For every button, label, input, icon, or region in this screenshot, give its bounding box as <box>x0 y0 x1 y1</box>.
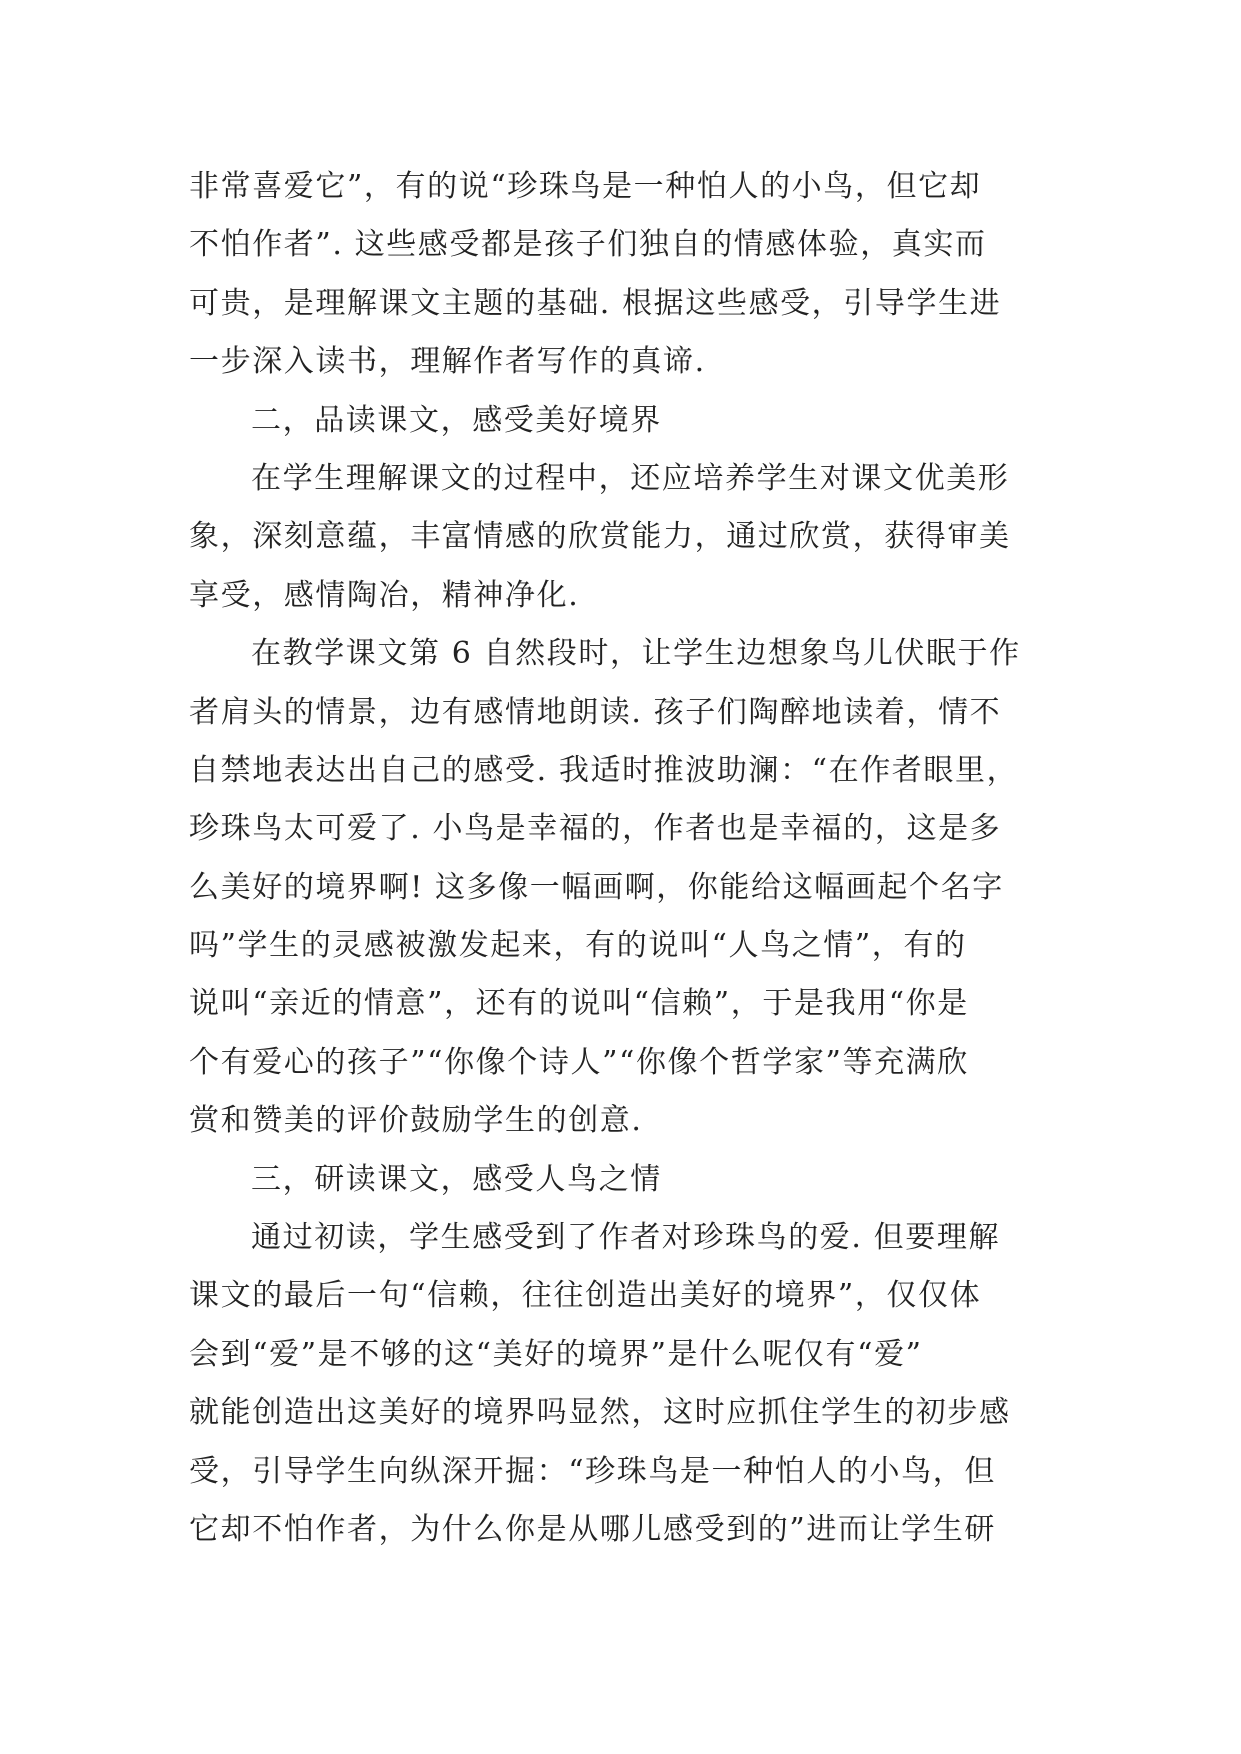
text-line: 自禁地表达出自己的感受. 我适时推波助澜：“在作者眼里， <box>189 752 1019 788</box>
text-line: 享受，感情陶冶，精神净化. <box>189 577 580 613</box>
text-line: 受，引导学生向纵深开掘：“珍珠鸟是一种怕人的小鸟，但 <box>189 1453 996 1489</box>
paragraph-first-line: 二，品读课文，感受美好境界 <box>251 402 662 438</box>
paragraph-first-line: 三，研读课文，感受人鸟之情 <box>251 1161 662 1197</box>
text-line: 者肩头的情景，边有感情地朗读. 孩子们陶醉地读着，情不 <box>189 694 1002 730</box>
text-line: 会到“爱”是不够的这“美好的境界”是什么呢仅有“爱” <box>189 1336 923 1372</box>
text-line: 它却不怕作者，为什么你是从哪儿感受到的”进而让学生研 <box>189 1511 996 1547</box>
text-line: 非常喜爱它”，有的说“珍珠鸟是一种怕人的小鸟，但它却 <box>189 169 982 204</box>
paragraph-first-line: 通过初读，学生感受到了作者对珍珠鸟的爱. 但要理解 <box>251 1220 1001 1256</box>
text-line: 课文的最后一句“信赖，往往创造出美好的境界”，仅仅体 <box>189 1278 982 1314</box>
text-line: 个有爱心的孩子”“你像个诗人”“你像个哲学家”等充满欣 <box>189 1044 969 1080</box>
paragraph-first-line: 在教学课文第 6 自然段时，让学生边想象鸟儿伏眠于作 <box>251 636 1021 672</box>
text-line: 吗”学生的灵感被激发起来，有的说叫“人鸟之情”，有的 <box>189 928 967 964</box>
text-line: 么美好的境界啊! 这多像一幅画啊，你能给这幅画起个名字 <box>189 869 1004 905</box>
text-line: 赏和赞美的评价鼓励学生的创意. <box>189 1103 643 1139</box>
paragraph-first-line: 在学生理解课文的过程中，还应培养学生对课文优美形 <box>251 460 1010 496</box>
text-line: 珍珠鸟太可爱了. 小鸟是幸福的，作者也是幸福的，这是多 <box>189 811 1002 847</box>
text-line: 一步深入读书，理解作者写作的真谛. <box>189 344 706 380</box>
text-line: 象，深刻意蕴，丰富情感的欣赏能力，通过欣赏，获得审美 <box>189 519 1011 555</box>
text-line: 不怕作者”. 这些感受都是孩子们独自的情感体验，真实而 <box>189 227 987 263</box>
body-text <box>189 158 1057 1559</box>
text-line: 说叫“亲近的情意”，还有的说叫“信赖”，于是我用“你是 <box>189 986 969 1022</box>
text-line: 可贵，是理解课文主题的基础. 根据这些感受，引导学生进 <box>189 285 1002 321</box>
text-line: 就能创造出这美好的境界吗显然，这时应抓住学生的初步感 <box>189 1395 1011 1431</box>
